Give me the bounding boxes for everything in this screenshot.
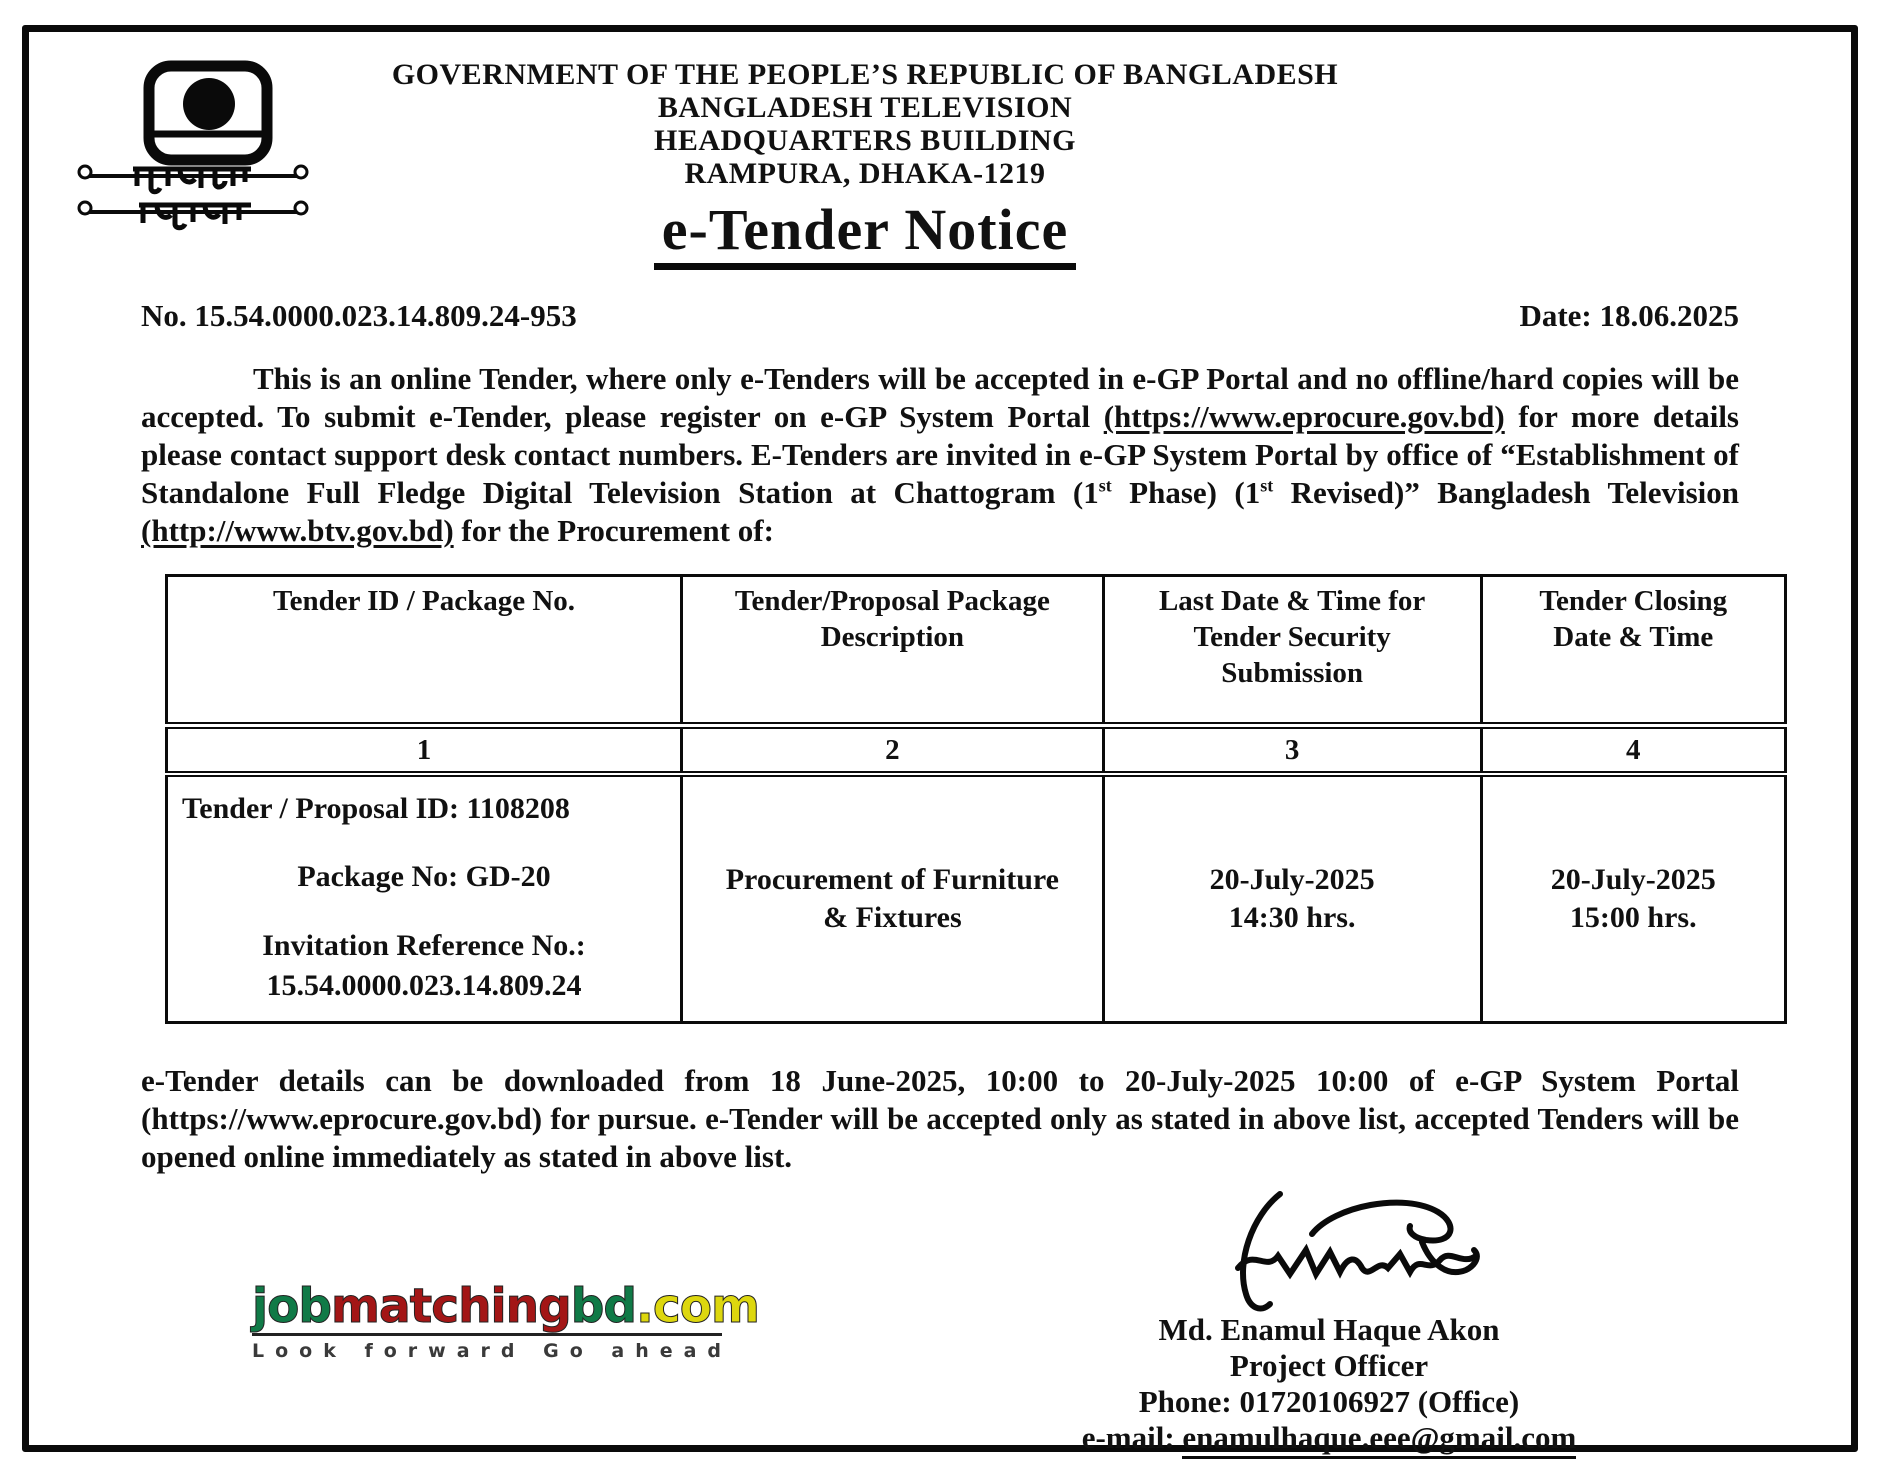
cell-description: Procurement of Furniture & Fixtures bbox=[682, 774, 1104, 1023]
col-header-description: Tender/Proposal Package Description bbox=[682, 576, 1104, 726]
intro-text-1: This is an online Tender, where only e-Tenders will be accepted in e-GP Portal and no offline/hard copies will be accepted. To submit e-Tender, please register on e-GP System Portal bbox=[141, 361, 1739, 434]
letterhead bbox=[141, 58, 1589, 270]
memo-number: No. 15.54.0000.023.14.809.24-953 bbox=[141, 298, 577, 333]
signature-icon bbox=[1164, 1184, 1494, 1320]
tender-id-value: 1108208 bbox=[466, 792, 570, 825]
wm-matching: matching bbox=[331, 1279, 571, 1334]
reference-row bbox=[141, 298, 1739, 334]
wm-bd: bd bbox=[570, 1279, 637, 1334]
tender-id-label: Tender / Proposal ID: bbox=[182, 792, 467, 825]
col-number-2: 2 bbox=[682, 726, 1104, 775]
col-number-1: 1 bbox=[167, 726, 682, 775]
intro-text-2: for more details please contact support desk contact numbers. E-Tenders are invited in e-GP System Portal by office of “Establishment of Standalone Full Fledge Digital Television Station at Chattogram (1 bbox=[141, 399, 1739, 510]
watermark-wordmark bbox=[252, 1279, 760, 1336]
table-header-row bbox=[167, 576, 1786, 726]
signatory-phone: Phone: 01720106927 (Office) bbox=[1138, 1384, 1520, 1419]
intro-text-3: Phase) (1 bbox=[1111, 475, 1261, 510]
col-header-security-date: Last Date & Time for Tender Security Submission bbox=[1103, 576, 1481, 726]
column-number-row bbox=[167, 726, 1786, 775]
org-line-3: HEADQUARTERS BUILDING bbox=[653, 124, 1077, 157]
btv-link[interactable]: (http://www.btv.gov.bd) bbox=[141, 513, 454, 548]
wm-job: job bbox=[252, 1279, 332, 1334]
email-label: e-mail: bbox=[1081, 1420, 1183, 1455]
superscript-st-2: st bbox=[1260, 475, 1274, 496]
tender-table bbox=[165, 574, 1787, 1024]
col-header-closing-date: Tender Closing Date & Time bbox=[1481, 576, 1785, 726]
watermark-tagline: Look forward Go ahead bbox=[252, 1340, 733, 1362]
closing-time: 15:00 hrs. bbox=[1569, 901, 1697, 934]
closing-date: 20-July-2025 bbox=[1550, 863, 1716, 896]
intro-paragraph bbox=[141, 360, 1739, 550]
superscript-st-1: st bbox=[1098, 475, 1112, 496]
notice-date: Date: 18.06.2025 bbox=[1519, 298, 1739, 333]
org-line-2: BANGLADESH TELEVISION bbox=[657, 91, 1073, 124]
org-line-4: RAMPURA, DHAKA-1219 bbox=[684, 157, 1046, 190]
cell-security-datetime bbox=[1103, 774, 1481, 1023]
jobmatchingbd-watermark bbox=[252, 1279, 760, 1362]
wm-dotcom: .com bbox=[636, 1279, 760, 1334]
signatory-name: Md. Enamul Haque Akon bbox=[1158, 1312, 1500, 1347]
page-title: e-Tender Notice bbox=[654, 200, 1076, 270]
security-time: 14:30 hrs. bbox=[1228, 901, 1356, 934]
invitation-ref-value: 15.54.0000.023.14.809.24 bbox=[266, 969, 582, 1002]
org-line-1: GOVERNMENT OF THE PEOPLE’S REPUBLIC OF BANGLADESH bbox=[391, 58, 1339, 91]
col-header-tender-id: Tender ID / Package No. bbox=[167, 576, 682, 726]
download-paragraph: e-Tender details can be downloaded from 18 June-2025, 10:00 to 20-July-2025 10:00 of e-GP System Portal (https://www.eprocure.gov.bd) for pursue. e-Tender will be accepted only as stated in above list, accepted Tenders will be opened online immediately as stated in above list. bbox=[141, 1063, 1739, 1174]
cell-tender-id bbox=[167, 774, 682, 1023]
signatory-title: Project Officer bbox=[1229, 1348, 1429, 1383]
intro-text-5: for the Procurement of: bbox=[453, 513, 774, 548]
signature-block bbox=[959, 1184, 1699, 1456]
document-page bbox=[22, 25, 1858, 1455]
package-no: Package No: GD-20 bbox=[297, 860, 551, 893]
eprocure-link[interactable]: (https://www.eprocure.gov.bd) bbox=[1103, 399, 1505, 434]
invitation-ref-label: Invitation Reference No.: bbox=[262, 929, 586, 962]
intro-text-4: Revised)” Bangladesh Television bbox=[1273, 475, 1739, 510]
security-date: 20-July-2025 bbox=[1209, 863, 1375, 896]
table-row bbox=[167, 774, 1786, 1023]
col-number-4: 4 bbox=[1481, 726, 1785, 775]
btv-logo-icon bbox=[73, 60, 313, 250]
email-link[interactable]: enamulhaque.eee@gmail.com bbox=[1182, 1420, 1576, 1459]
cell-closing-datetime bbox=[1481, 774, 1785, 1023]
col-number-3: 3 bbox=[1103, 726, 1481, 775]
